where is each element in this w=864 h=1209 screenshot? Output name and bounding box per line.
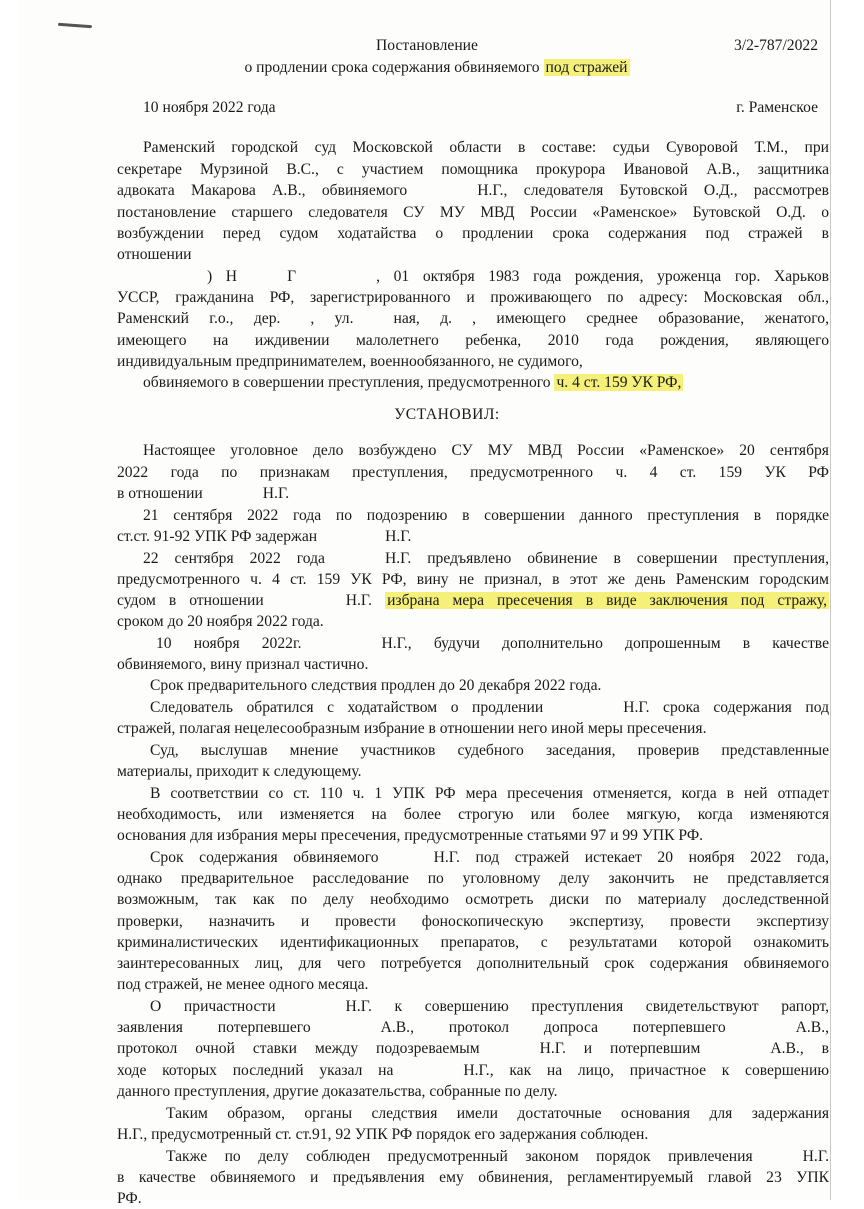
accused-line-3: Раменский г.о., дер. , ул. ная, д. , имеющего среднее образование, женатого, xyxy=(117,310,829,327)
body-line-32: Таким образом, органы следствия имели достаточные основания для задержания xyxy=(166,1105,829,1122)
body-line-7: предусмотренного ч. 4 ст. 159 УК РФ, вину не признал, в этот же день Раменским городским xyxy=(117,571,829,588)
body-line-19: основания для избрания меры пресечения, предусмотренные статьями 97 и 99 УПК РФ. xyxy=(117,827,704,844)
body-line-8: судом в отношении Н.Г. избрана мера пресечения в виде заключения под стражу, xyxy=(117,592,827,609)
body-line-12: Срок предварительного следствия продлен до 20 декабря 2022 года. xyxy=(150,677,602,694)
intro-line-2: секретаре Мурзиной В.С., с участием помощника прокурора Ивановой А.В., защитника xyxy=(117,161,829,178)
scan-artifact xyxy=(58,23,92,28)
body-line-5: ст.ст. 91-92 УПК РФ задержан Н.Г. xyxy=(117,528,412,545)
body-line-29: протокол очной ставки между подозреваемым Н.Г. и потерпевшим А.В., в xyxy=(117,1040,829,1057)
accused-line-1: ) Н Г , 01 октября 1983 года рождения, уроженца гор. Харьков xyxy=(207,268,829,285)
accused-line-5: индивидуальным предпринимателем, военнообязанного, не судимого, xyxy=(117,353,583,370)
accused-line-4: имеющего на иждивении малолетнего ребенка, 2010 года рождения, являющего xyxy=(117,332,829,349)
body-line-26: под стражей, не менее одного месяца. xyxy=(117,976,369,993)
body-line-17: В соответствии со ст. 110 ч. 1 УПК РФ мера пресечения отменяется, когда в ней отпадет xyxy=(150,785,829,802)
body-line-28: заявления потерпевшего А.В., протокол допроса потерпевшего А.В., xyxy=(117,1019,829,1036)
body-line-13: Следователь обратился с ходатайством о продлении Н.Г. срока содержания под xyxy=(150,699,829,716)
body-line-21: однако предварительное расследование по уголовному делу закончить не представляется xyxy=(117,870,829,887)
document-city: г. Раменское xyxy=(736,99,818,116)
case-number: 3/2-787/2022 xyxy=(733,37,818,54)
body-line-16: материалы, приходит к следующему. xyxy=(117,763,362,780)
body-line-24: криминалистических идентификационных препаратов, с результатами которой ознакомить xyxy=(117,934,829,951)
accused-line-6: обвиняемого в совершении преступления, предусмотренного ч. 4 ст. 159 УК РФ, xyxy=(143,374,682,391)
body-line-2: 2022 года по признакам преступления, предусмотренного ч. 4 ст. 159 УК РФ xyxy=(117,464,829,481)
intro-line-1: Раменский городской суд Московской области в составе: судьи Суворовой Т.М., при xyxy=(143,139,829,156)
body-line-22: возможным, так как по делу необходимо осмотреть диски по материалу доследственной xyxy=(117,891,829,908)
section-heading: УСТАНОВИЛ: xyxy=(394,406,500,423)
body-line-20: Срок содержания обвиняемого Н.Г. под стражей истекает 20 ноября 2022 года, xyxy=(150,849,829,866)
body-line-3: в отношении Н.Г. xyxy=(117,485,290,502)
body-line-11: обвиняемого, вину признал частично. xyxy=(117,656,369,673)
measure-highlight: избрана мера пресечения в виде заключения под стражу, xyxy=(387,592,827,609)
body-line-9: сроком до 20 ноября 2022 года. xyxy=(117,613,324,630)
intro-line-3: адвоката Макарова А.В., обвиняемого Н.Г., следователя Бутовской О.Д., рассмотрев xyxy=(117,182,829,199)
body-line-25: заинтересованных лиц, для чего потребуется дополнительный срок содержания обвиняемого xyxy=(117,955,829,972)
body-line-1: Настоящее уголовное дело возбуждено СУ МУ МВД России «Раменское» 20 сентября xyxy=(143,442,829,459)
body-line-35: в качестве обвиняемого и предъявления ему обвинения, регламентируемый главой 23 УПК xyxy=(117,1169,829,1186)
body-line-23: проверки, назначить и провести фоноскопическую экспертизу, провести экспертизу xyxy=(117,913,829,930)
body-line-6: 22 сентября 2022 года Н.Г. предъявлено обвинение в совершении преступления, xyxy=(143,550,830,567)
body-line-4: 21 сентября 2022 года по подозрению в совершении данного преступления в порядке xyxy=(143,507,829,524)
body-line-18: необходимость, или изменяется на более строгую или более мягкую, когда изменяются xyxy=(117,806,829,823)
body-line-36: РФ. xyxy=(117,1190,142,1207)
body-line-10: 10 ноября 2022г. Н.Г., будучи дополнительно допрошенным в качестве xyxy=(156,635,829,652)
body-line-33: Н.Г., предусмотренный ст. ст.91, 92 УПК РФ порядок его задержания соблюден. xyxy=(117,1126,649,1143)
intro-line-5: возбуждении перед судом ходатайства о продлении срока содержания под стражей в xyxy=(117,225,829,242)
subtitle-highlight: под стражей xyxy=(545,59,628,76)
body-line-34: Также по делу соблюден предусмотренный законом порядок привлечения Н.Г. xyxy=(166,1148,829,1165)
charge-highlight: ч. 4 ст. 159 УК РФ, xyxy=(556,374,682,391)
body-line-31: данного преступления, другие доказательства, собранные по делу. xyxy=(117,1083,558,1100)
document-subtitle: о продлении срока содержания обвиняемого под стражей xyxy=(244,59,628,76)
body-line-15: Суд, выслушав мнение участников судебного заседания, проверив представленные xyxy=(150,742,829,759)
intro-line-4: постановление старшего следователя СУ МУ МВД России «Раменское» Бутовской О.Д. о xyxy=(117,204,829,221)
document-title: Постановление xyxy=(376,37,478,54)
document-page xyxy=(18,0,831,1207)
body-line-14: стражей, полагая нецелесообразным избрание в отношении него иной меры пресечения. xyxy=(117,720,707,737)
accused-line-2: УССР, гражданина РФ, зарегистрированного и проживающего по адресу: Московская обл., xyxy=(117,289,829,306)
body-line-27: О причастности Н.Г. к совершению преступления свидетельствуют рапорт, xyxy=(150,998,829,1015)
body-line-30: ходе которых последний указал на Н.Г., как на лицо, причастное к совершению xyxy=(117,1062,830,1079)
document-date: 10 ноября 2022 года xyxy=(143,99,276,116)
intro-line-6: отношении xyxy=(117,246,192,263)
